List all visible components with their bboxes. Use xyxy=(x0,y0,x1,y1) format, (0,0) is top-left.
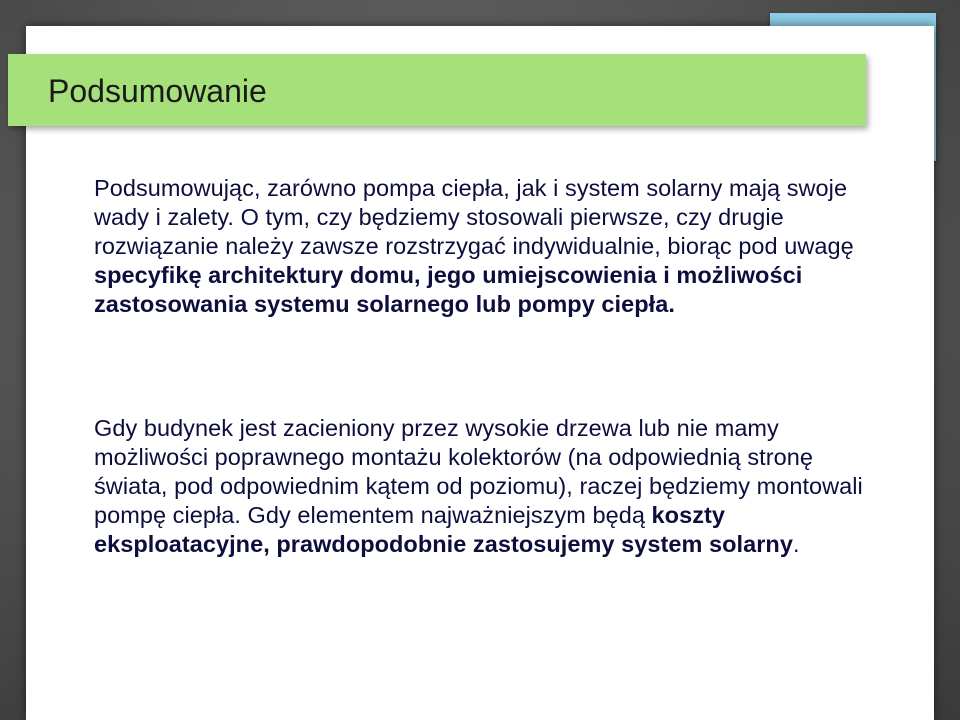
slide-panel xyxy=(26,26,934,720)
paragraph-summary xyxy=(94,174,884,319)
paragraph-recommendation xyxy=(94,414,884,559)
slide-title: Podsumowanie xyxy=(48,73,267,109)
paragraph-bold-text: specyfikę architektury domu, jego umiejscowienia i możliwości zastosowania systemu solarnego lub pompy ciepła. xyxy=(94,262,803,317)
paragraph-text: Podsumowując, zarówno pompa ciepła, jak i system solarny mają swoje wady i zalety. O tym, czy będziemy stosowali pierwsze, czy drugie rozwiązanie należy zawsze rozstrzygać indywidualnie, biorąc pod uwagę xyxy=(94,175,854,259)
paragraph-tail: . xyxy=(792,531,800,557)
paragraph-text: Gdy budynek jest zacieniony przez wysokie drzewa lub nie mamy możliwości poprawnego montażu kolektorów (na odpowiednią stronę świata, pod odpowiednim kątem od poziomu), raczej będziemy montowali pompę ciepła. Gdy elementem najważniejszym będą xyxy=(94,415,863,528)
paragraph-bold-text: koszty eksploatacyjne, prawdopodobnie zastosujemy system solarny xyxy=(94,502,793,557)
